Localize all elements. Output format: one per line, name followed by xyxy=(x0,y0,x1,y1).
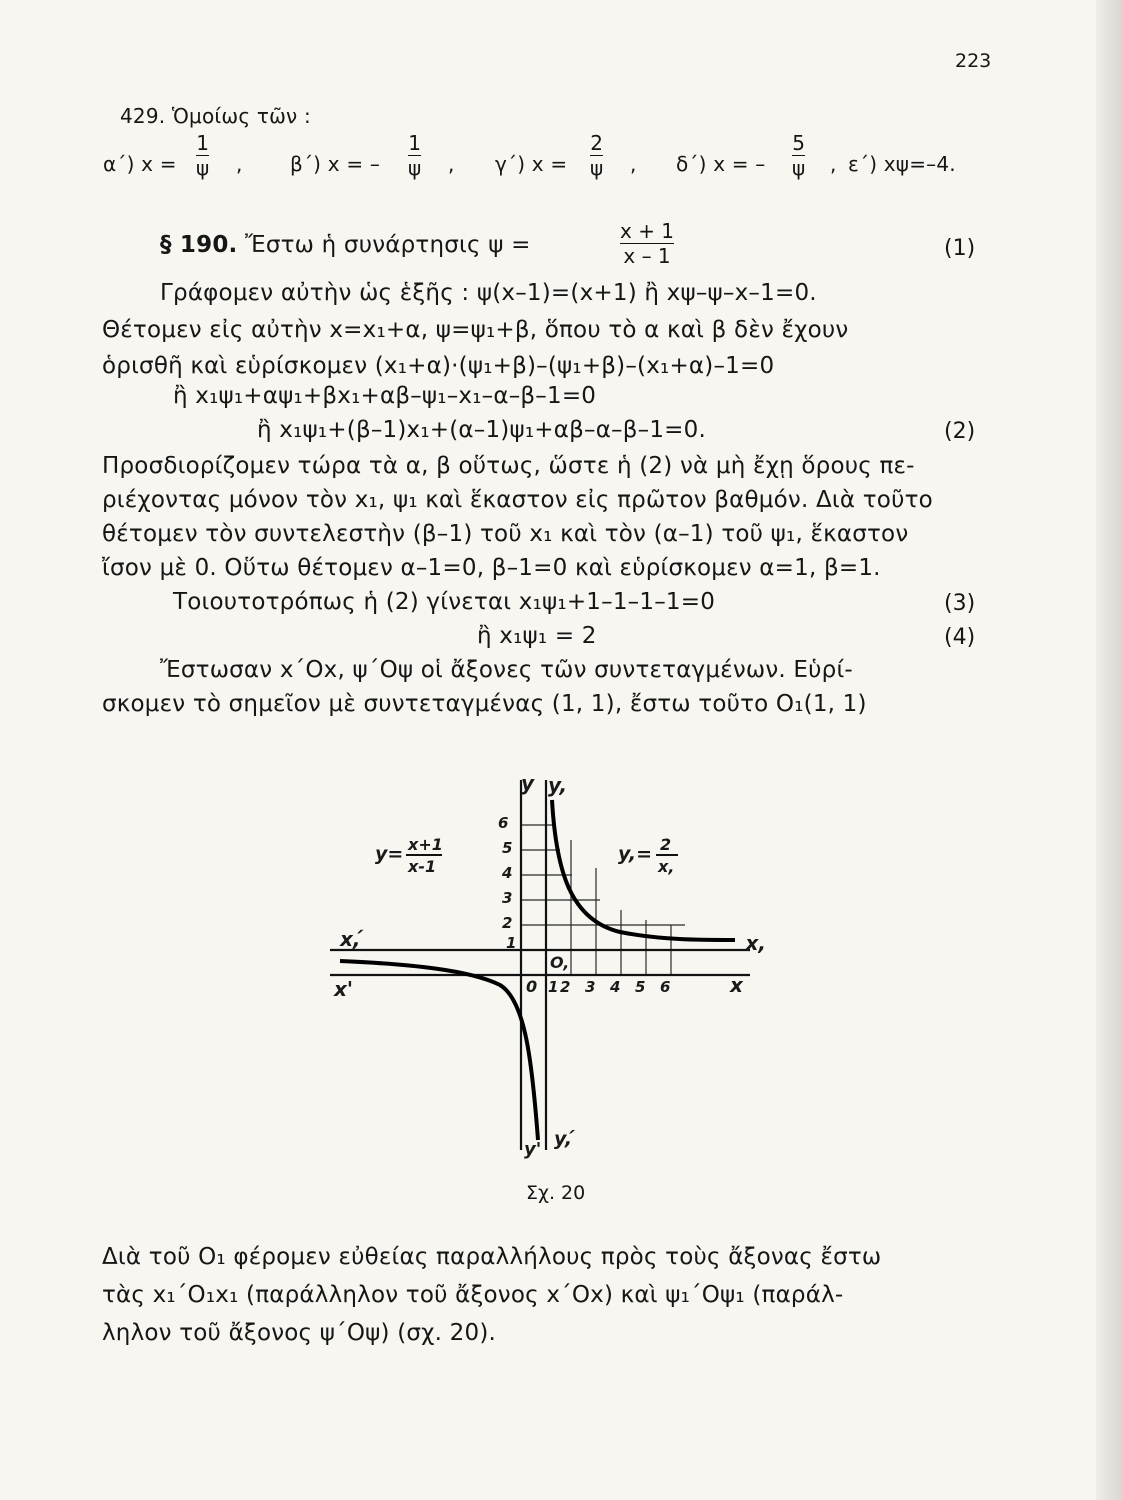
y-tick-6: 6 xyxy=(498,814,509,832)
answer-d-sep: , xyxy=(830,152,837,176)
answer-d-prefix: δ΄) x = – xyxy=(676,152,766,176)
x-tick-2: 2 xyxy=(560,978,571,996)
x-tick-4: 4 xyxy=(610,978,621,996)
text-line-9: ἴσον μὲ 0. Οὕτω θέτομεν α–1=0, β–1=0 καὶ εὑρίσκομεν α=1, β=1. xyxy=(102,555,881,581)
x-tick-5: 5 xyxy=(635,978,646,996)
answer-c-den: ψ xyxy=(590,156,604,180)
answer-a-sep: , xyxy=(236,152,243,176)
answer-b-fraction xyxy=(408,132,421,179)
page-number: 223 xyxy=(955,50,992,72)
answer-a-num: 1 xyxy=(196,131,209,155)
label-x1-right: x, xyxy=(745,931,766,955)
section-fraction xyxy=(620,220,674,267)
label-y-prime: y' xyxy=(524,1139,542,1160)
exercise-label: 429. Ὁμοίως τῶν : xyxy=(120,104,311,128)
section-number: § 190. xyxy=(160,232,238,258)
eq1-left: y= xyxy=(375,843,404,865)
answer-b-sep: , xyxy=(448,152,455,176)
answer-d-fraction xyxy=(792,132,805,179)
closing-line-3: ληλον τοῦ ἄξονος ψ΄Οψ) (σχ. 20). xyxy=(102,1320,496,1346)
x-tick-3: 3 xyxy=(585,978,596,996)
x-tick-1: 1 xyxy=(548,978,559,996)
eq2-num: 2 xyxy=(660,835,672,854)
text-line-5: ἢ x₁ψ₁+(β–1)x₁+(α–1)ψ₁+αβ–α–β–1=0. xyxy=(257,417,706,443)
text-line-13: σκομεν τὸ σημεῖον μὲ συντεταγμένας (1, 1), ἔστω τοῦτο Ο₁(1, 1) xyxy=(102,691,867,717)
label-y1-prime: y,́ xyxy=(554,1128,573,1150)
y-tick-2: 2 xyxy=(502,914,513,932)
text-line-10: Τοιουτοτρόπως ἡ (2) γίνεται x₁ψ₁+1–1–1–1=0 xyxy=(173,589,716,615)
y-tick-3: 3 xyxy=(502,889,513,907)
eq2-left: y,= xyxy=(618,843,653,865)
figure-svg xyxy=(320,760,780,1180)
label-axis-y: y xyxy=(521,771,535,795)
section-heading xyxy=(160,232,531,258)
text-line-11: ἢ x₁ψ₁ = 2 xyxy=(477,623,597,649)
y-tick-1: 1 xyxy=(506,934,517,952)
hyperbola-figure xyxy=(320,760,780,1180)
text-line-12: Ἔστωσαν x΄Οx, ψ΄Οψ οἱ ἄξονες τῶν συντεταγμένων. Εὑρί- xyxy=(160,657,853,683)
y-tick-5: 5 xyxy=(502,839,513,857)
answer-c-fraction xyxy=(590,132,603,179)
x-tick-6: 6 xyxy=(660,978,671,996)
answer-d-den: ψ xyxy=(792,156,806,180)
section-frac-den: x – 1 xyxy=(623,244,671,268)
answer-c-prefix: γ΄) x = xyxy=(495,152,568,176)
equation-number-4: (4) xyxy=(944,625,976,650)
section-text: Ἔστω ἡ συνάρτησις ψ = xyxy=(244,232,531,258)
answer-c-num: 2 xyxy=(590,131,603,155)
answer-b-prefix: β΄) x = – xyxy=(290,152,381,176)
answer-e: ε΄) xψ=–4. xyxy=(848,152,956,176)
hyperbola-upper-branch xyxy=(552,800,735,940)
answer-a-fraction xyxy=(196,132,209,179)
section-frac-num: x + 1 xyxy=(620,219,675,243)
answer-b-num: 1 xyxy=(408,131,421,155)
equation-number-2: (2) xyxy=(944,419,976,444)
eq1-den: x-1 xyxy=(408,857,437,876)
label-o1: O, xyxy=(550,953,570,972)
label-origin: 0 xyxy=(526,977,538,996)
equation-number-3: (3) xyxy=(944,591,976,616)
figure-caption: Σχ. 20 xyxy=(526,1182,586,1204)
answer-a-prefix: α΄) x = xyxy=(103,152,177,176)
hyperbola-lower-branch xyxy=(340,961,538,1140)
equation-number-1: (1) xyxy=(944,236,976,261)
answer-a-den: ψ xyxy=(196,156,210,180)
label-x1-left: x,́ xyxy=(340,927,361,951)
eq1-num: x+1 xyxy=(408,835,443,854)
text-line-4: ἢ x₁ψ₁+αψ₁+βx₁+αβ–ψ₁–x₁–α–β–1=0 xyxy=(173,383,597,409)
page-edge-shadow xyxy=(1096,0,1122,1500)
label-x-right: x xyxy=(730,973,743,997)
label-x-left: x' xyxy=(334,977,354,1001)
text-line-3: ὁρισθῆ καὶ εὑρίσκομεν (x₁+α)·(ψ₁+β)–(ψ₁+β)–(x₁+α)–1=0 xyxy=(102,353,775,379)
eq2-den: x, xyxy=(658,857,675,876)
text-line-7: ριέχοντας μόνον τὸν x₁, ψ₁ καὶ ἕκαστον εἰς πρῶτον βαθμόν. Διὰ τοῦτο xyxy=(102,487,933,513)
text-line-8: θέτομεν τὸν συντελεστὴν (β–1) τοῦ x₁ καὶ τὸν (α–1) τοῦ ψ₁, ἕκαστον xyxy=(102,521,909,547)
text-line-6: Προσδιορίζομεν τώρα τὰ α, β οὕτως, ὥστε ἡ (2) νὰ μὴ ἔχῃ ὅρους πε- xyxy=(102,453,915,479)
text-line-1: Γράφομεν αὐτὴν ὡς ἑξῆς : ψ(x–1)=(x+1) ἢ xψ–ψ–x–1=0. xyxy=(160,280,817,306)
y-tick-4: 4 xyxy=(502,864,513,882)
label-axis-y1: y, xyxy=(548,773,568,797)
answer-d-num: 5 xyxy=(792,131,805,155)
answer-c-sep: , xyxy=(630,152,637,176)
text-line-2: Θέτομεν εἰς αὐτὴν x=x₁+α, ψ=ψ₁+β, ὅπου τὸ α καὶ β δὲν ἔχουν xyxy=(102,317,849,343)
answer-b-den: ψ xyxy=(408,156,422,180)
closing-line-2: τὰς x₁΄Ο₁x₁ (παράλληλον τοῦ ἄξονος x΄Οx) καὶ ψ₁΄Οψ₁ (παράλ- xyxy=(102,1282,844,1308)
closing-line-1: Διὰ τοῦ Ο₁ φέρομεν εὐθείας παραλλήλους πρὸς τοὺς ἄξονας ἔστω xyxy=(102,1244,882,1270)
